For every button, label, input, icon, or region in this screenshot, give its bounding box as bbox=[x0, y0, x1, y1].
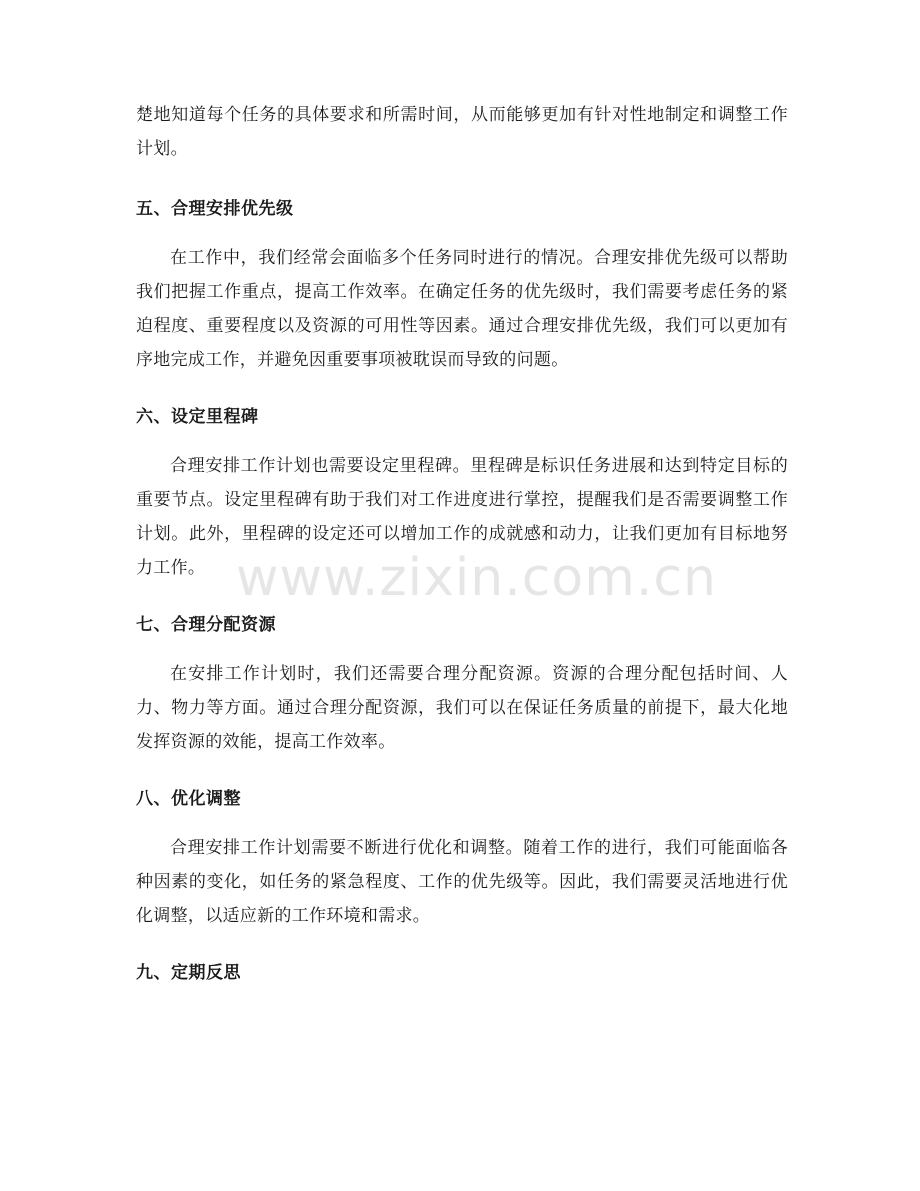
section-9-heading-block bbox=[136, 961, 788, 985]
section-5-heading-block bbox=[136, 197, 788, 221]
section-8-body-block bbox=[136, 831, 788, 933]
section-body-priority: 在工作中，我们经常会面临多个任务同时进行的情况。合理安排优先级可以帮助我们把握工作重点，提高工作效率。在确定任务的优先级时，我们需要考虑任务的紧迫程度、重要程度以及资源的可用性等因素。通过合理安排优先级，我们可以更加有序地完成工作，并避免因重要事项被耽误而导致的问题。 bbox=[136, 248, 788, 370]
section-body-optimize: 合理安排工作计划需要不断进行优化和调整。随着工作的进行，我们可能面临各种因素的变化，如任务的紧急程度、工作的优先级等。因此，我们需要灵活地进行优化调整，以适应新的工作环境和需求。 bbox=[136, 838, 788, 926]
section-body-resources: 在安排工作计划时，我们还需要合理分配资源。资源的合理分配包括时间、人力、物力等方面。通过合理分配资源，我们可以在保证任务质量的前提下，最大化地发挥资源的效能，提高工作效率。 bbox=[136, 664, 788, 752]
intro-continued-paragraph: 楚地知道每个任务的具体要求和所需时间，从而能够更加有针对性地制定和调整工作计划。 bbox=[136, 105, 788, 159]
section-heading-optimize: 八、优化调整 bbox=[136, 789, 241, 809]
section-heading-reflection: 九、定期反思 bbox=[136, 963, 241, 983]
section-7-heading-block bbox=[136, 613, 788, 637]
intro-continued-block bbox=[136, 98, 788, 166]
section-5-body-block bbox=[136, 241, 788, 377]
section-8-heading-block bbox=[136, 787, 788, 811]
section-heading-milestones: 六、设定里程碑 bbox=[136, 407, 259, 427]
section-6-body-block bbox=[136, 449, 788, 585]
section-heading-priority: 五、合理安排优先级 bbox=[136, 199, 294, 219]
watermark-text: www.zixin.com.cn bbox=[236, 548, 717, 608]
section-6-heading-block bbox=[136, 405, 788, 429]
section-body-milestones: 合理安排工作计划也需要设定里程碑。里程碑是标识任务进展和达到特定目标的重要节点。设定里程碑有助于我们对工作进度进行掌控，提醒我们是否需要调整工作计划。此外，里程碑的设定还可以增加工作的成就感和动力，让我们更加有目标地努力工作。 bbox=[136, 456, 788, 578]
section-heading-resources: 七、合理分配资源 bbox=[136, 615, 276, 635]
section-7-body-block bbox=[136, 657, 788, 759]
